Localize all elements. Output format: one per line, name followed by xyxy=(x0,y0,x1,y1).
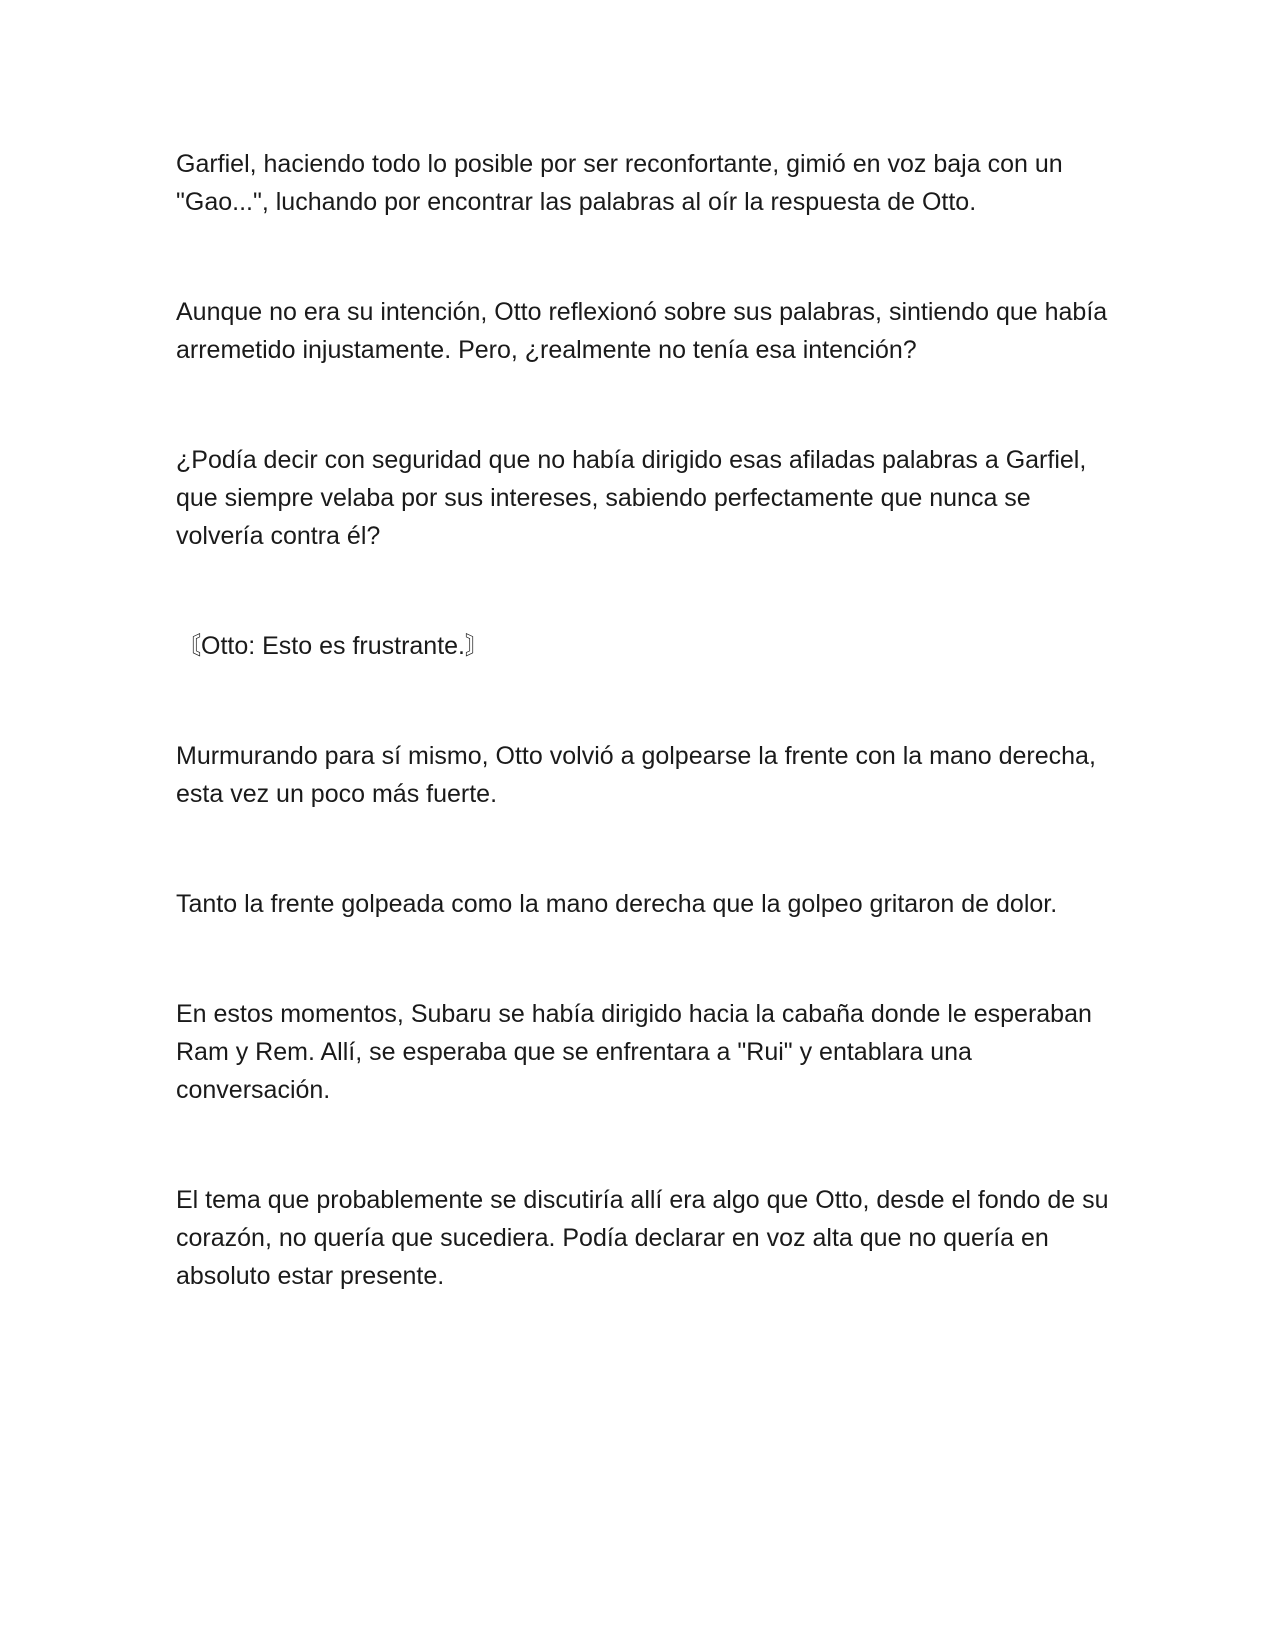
paragraph: Garfiel, haciendo todo lo posible por ser reconfortante, gimió en voz baja con un "Gao...", luchando por encontrar las palabras al oír la respuesta de Otto. xyxy=(176,150,1063,216)
paragraph: ¿Podía decir con seguridad que no había dirigido esas afiladas palabras a Garfiel, que siempre velaba por sus intereses, sabiendo perfectamente que nunca se volvería contra él? xyxy=(176,446,1087,550)
paragraph: El tema que probablemente se discutiría allí era algo que Otto, desde el fondo de su corazón, no quería que sucediera. Podía declarar en voz alta que no quería en absoluto estar presente. xyxy=(176,1186,1109,1290)
paragraph: Aunque no era su intención, Otto reflexionó sobre sus palabras, sintiendo que había arremetido injustamente. Pero, ¿realmente no tenía esa intención? xyxy=(176,298,1108,364)
document-body xyxy=(176,145,1116,1295)
paragraph: Murmurando para sí mismo, Otto volvió a golpearse la frente con la mano derecha, esta vez un poco más fuerte. xyxy=(176,742,1096,808)
paragraph: Tanto la frente golpeada como la mano derecha que la golpeo gritaron de dolor. xyxy=(176,890,1058,918)
dialogue-line: 〘Otto: Esto es frustrante.〙 xyxy=(176,632,491,660)
paragraph: En estos momentos, Subaru se había dirigido hacia la cabaña donde le esperaban Ram y Rem. Allí, se esperaba que se enfrentara a "Rui" y entablara una conversación. xyxy=(176,1000,1092,1104)
